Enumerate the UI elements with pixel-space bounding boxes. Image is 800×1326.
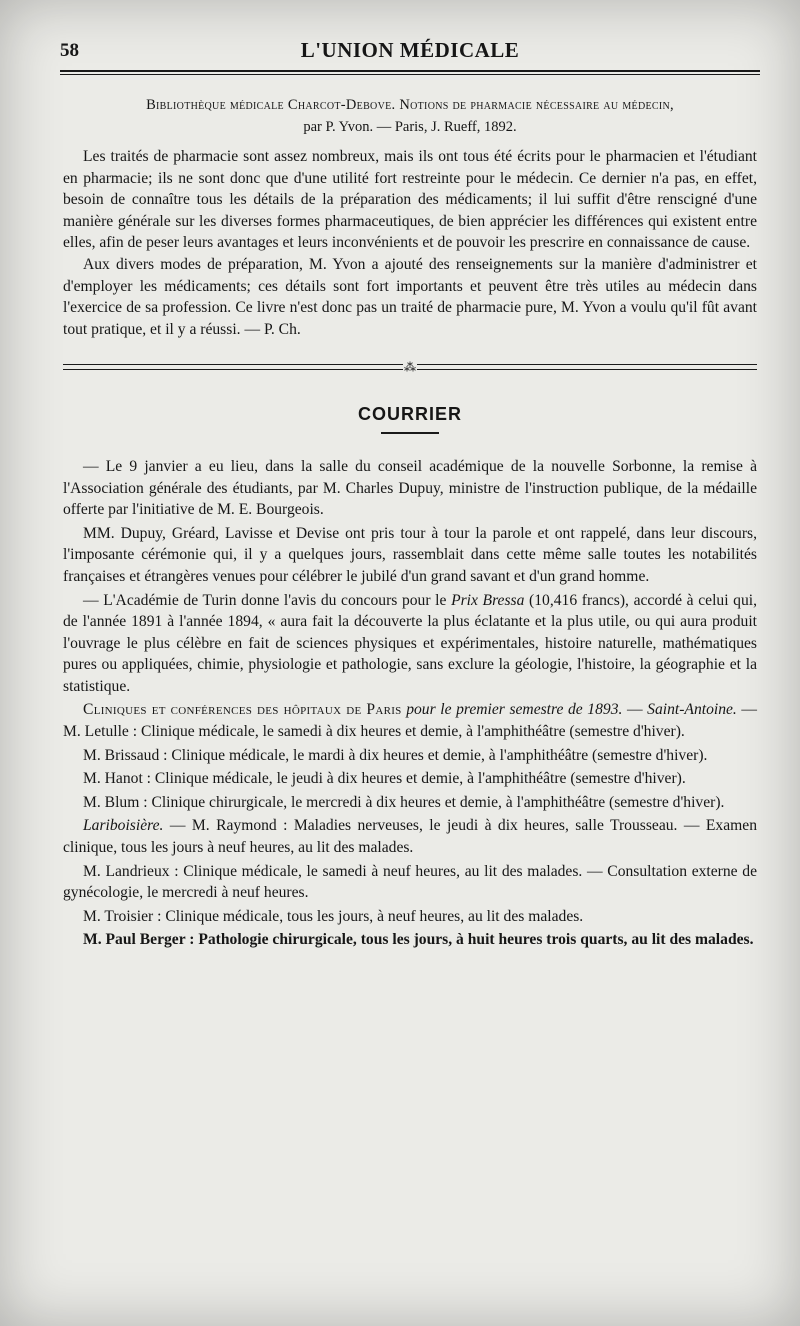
bibliography-title: Bibliothèque médicale Charcot-Debove. Notions de pharmacie nécessaire au médecin, xyxy=(146,97,674,113)
clinic-entry: M. Hanot : Clinique médicale, le jeudi à dix heures et demie, à l'amphithéâtre (semestre d'hiver). xyxy=(83,770,686,788)
review-paragraph: Aux divers modes de préparation, M. Yvon a ajouté des renseignements sur la manière d'administrer et d'employer les médicaments; ces détails sont fort importants et peuvent être très utiles au médecin dans l'exercice de sa profession. Ce livre n'est donc pas un traité de pharmacie pure, M. Yvon a voulu qu'il fût avant tout pratique, et il y a réussi. — P. Ch. xyxy=(63,255,757,338)
cliniques-heading: Cliniques et conférences des hôpitaux de Paris pour le premier semestre de 1893. — Saint-Antoine. — M. Letulle : Clinique médicale, le samedi à dix heures et demie, à l'amphithéâtre (semestre d'hiver). xyxy=(63,701,758,741)
clinic-entry: M. Landrieux : Clinique médicale, le samedi à neuf heures, au lit des malades. — Consultation externe de gynécologie, le mercredi à neuf heures. xyxy=(63,862,757,902)
hospital-name: Lariboisière. xyxy=(83,817,164,835)
page-header xyxy=(60,38,760,68)
bibliography-heading xyxy=(63,94,757,138)
page-content xyxy=(63,94,757,953)
section-separator xyxy=(63,356,757,378)
courrier-section xyxy=(63,456,757,951)
clinic-entry: M. Brissaud : Clinique médicale, le mardi à dix heures et demie, à l'amphithéâtre (semestre d'hiver). xyxy=(83,746,708,764)
clinic-entry: M. Troisier : Clinique médicale, tous les jours, à neuf heures, au lit des malades. xyxy=(83,907,584,925)
section-title: COURRIER xyxy=(357,404,462,425)
news-paragraph: — L'Académie de Turin donne l'avis du concours pour le Prix Bressa (10,416 francs), accordé à celui qui, de l'année 1891 à l'année 1894, « aura fait la découverte la plus éclatante et la plus utile, ou qui aura produit l'ouvrage le plus célèbre en fait de sciences physiques et expérimentales, histoire naturelle, mathématiques pures ou appliquées, chimie, physiologie et pathologie, sans exclure la géologie, l'histoire, la géographie et la statistique. xyxy=(63,591,757,695)
page-number: 58 xyxy=(60,40,79,61)
bibliography-author: par P. Yvon. — Paris, J. Rueff, 1892. xyxy=(303,119,517,135)
header-rule-thin xyxy=(60,74,760,75)
hospital-name: Saint-Antoine. xyxy=(647,701,737,719)
clinic-entry: M. Paul Berger : Pathologie chirurgicale, tous les jours, à huit heures trois quarts, au lit des malades. xyxy=(83,931,754,949)
news-paragraph: MM. Dupuy, Gréard, Lavisse et Devise ont pris tour à tour la parole et ont rappelé, dans leur discours, l'imposante cérémonie qui, il y a quelques jours, rassemblait dans cette même salle toutes les notabilités françaises et étrangères venues pour célébrer le jubilé d'un grand savant et d'un grand homme. xyxy=(63,524,757,585)
running-title: L'UNION MÉDICALE xyxy=(300,38,520,62)
header-rule xyxy=(60,70,760,72)
title-underline xyxy=(381,432,439,434)
book-review xyxy=(63,146,757,340)
prize-name: Prix Bressa xyxy=(451,591,525,609)
review-paragraph: Les traités de pharmacie sont assez nombreux, mais ils ont tous été écrits pour le pharmacien et l'étudiant en pharmacie; ils ne sont donc que d'une utilité fort restreinte pour le médecin. Ce dernier n'a pas, en effet, besoin de connaître tous les détails de la préparation des médicaments; il lui suffit d'être renscigné d'une manière générale sur les diverses formes pharmaceutiques, de bien apprécier les différences qui existent entre elles, afin de peser leurs avantages et leurs inconvénients et de pouvoir les prescrire en connaissance de cause. xyxy=(63,148,757,252)
clinic-entry: Lariboisière. — M. Raymond : Maladies nerveuses, le jeudi à dix heures, salle Trousseau. — Examen clinique, tous les jours à neuf heures, au lit des malades. xyxy=(63,817,757,857)
clinic-entry: M. Blum : Clinique chirurgicale, le mercredi à dix heures et demie, à l'amphithéâtre (semestre d'hiver). xyxy=(83,793,725,811)
news-paragraph: — Le 9 janvier a eu lieu, dans la salle du conseil académique de la nouvelle Sorbonne, la remise à l'Association générale des étudiants, par M. Charles Dupuy, ministre de l'instruction publique, de la médaille offerte par l'initiative de M. E. Bourgeois. xyxy=(63,457,757,519)
separator-ornament: ⁂ xyxy=(404,360,416,375)
